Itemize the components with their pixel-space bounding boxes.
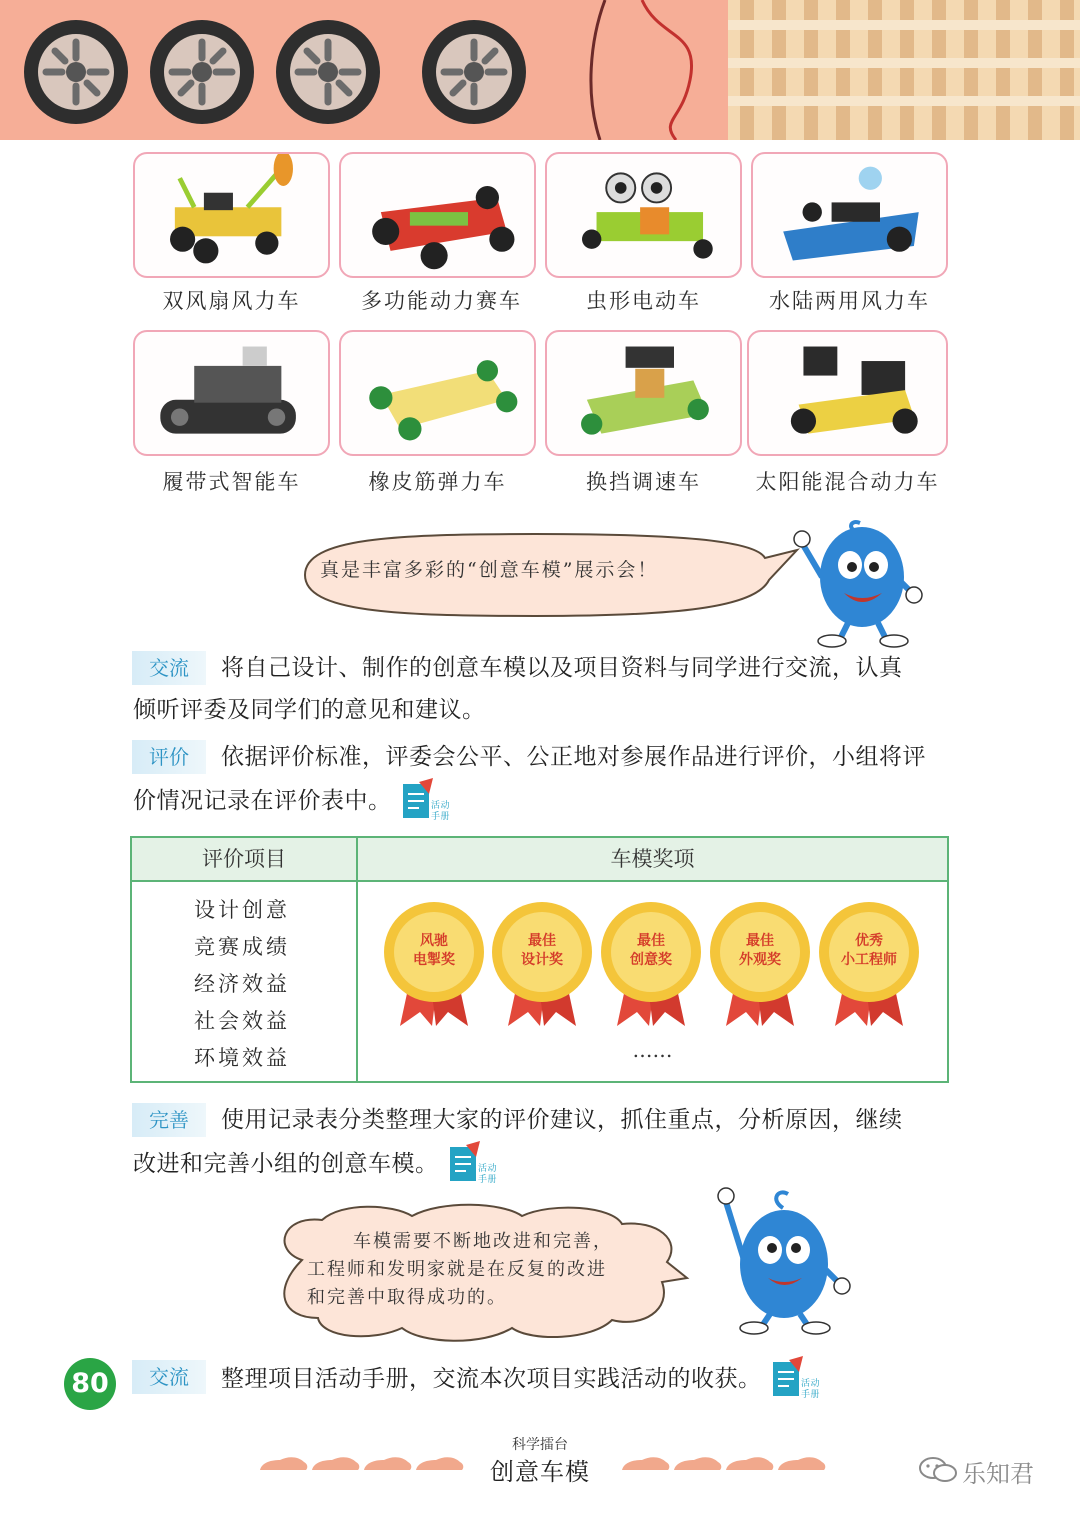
medal-line-1: 优秀 — [855, 933, 883, 949]
car-photo-bug — [545, 152, 742, 278]
car-photo-tracked — [133, 330, 330, 456]
medal-line-2: 创意奖 — [630, 952, 672, 968]
criteria-item: 社会效益 — [194, 1009, 290, 1033]
medal-line-1: 风驰 — [420, 933, 448, 949]
tag-evaluate: 评价 — [132, 740, 206, 774]
criteria-list — [194, 892, 290, 1077]
car-photo-solar — [747, 330, 948, 456]
medal-line-1: 最佳 — [528, 933, 556, 949]
table-header-awards: 车模奖项 — [610, 847, 695, 871]
caption-tracked: 履带式智能车 — [162, 470, 301, 494]
award-medal — [599, 900, 703, 1032]
wheel-icon — [148, 18, 256, 126]
mascot-icon — [790, 515, 930, 650]
evaluate-line-2: 价情况记录在评价表中。 — [133, 788, 392, 814]
mascot-icon — [708, 1180, 858, 1335]
svg-text:活动: 活动 — [478, 1164, 498, 1174]
tracked-car-image — [135, 332, 328, 454]
car-silhouette-row-left — [258, 1452, 468, 1476]
exchange-2-paragraph — [133, 1356, 953, 1400]
bubble-2-line-2: 工程师和发明家就是在反复的改进 — [307, 1259, 607, 1280]
evaluate-paragraph — [133, 736, 953, 822]
medal-line-1: 最佳 — [746, 933, 774, 949]
activity-book-icon[interactable] — [399, 778, 455, 822]
bug-car-image — [547, 154, 740, 276]
tag-improve: 完善 — [132, 1103, 206, 1137]
rubber-band-car-image — [341, 332, 534, 454]
improve-line-1: 使用记录表分类整理大家的评价建议，抓住重点，分析原因，继续 — [221, 1107, 903, 1133]
criteria-item: 竞赛成绩 — [194, 935, 290, 959]
awards-ellipsis: …… — [632, 1038, 673, 1062]
wechat-icon — [918, 1456, 958, 1484]
amphibious-car-image — [753, 154, 946, 276]
medal-line-2: 设计奖 — [521, 952, 563, 968]
tag-exchange: 交流 — [132, 651, 206, 685]
car-photo-gear-shift — [545, 330, 742, 456]
race-car-image — [341, 154, 534, 276]
caption-racer: 多功能动力赛车 — [361, 289, 522, 313]
svg-text:活动: 活动 — [801, 1379, 821, 1389]
exchange-line-2: 倾听评委及同学们的意见和建议。 — [133, 697, 486, 723]
bubble-2-line-1: 车模需要不断地改进和完善， — [353, 1231, 613, 1252]
evaluate-line-1: 依据评价标准，评委会公平、公正地对参展作品进行评价，小组将评 — [221, 744, 926, 770]
footer-series: 科学擂台 — [512, 1437, 568, 1453]
top-banner — [0, 0, 1080, 140]
medal-line-2: 电掣奖 — [413, 952, 455, 968]
car-photo-rubber-band — [339, 330, 536, 456]
table-header-criteria: 评价项目 — [202, 847, 286, 871]
criteria-item: 设计创意 — [194, 898, 290, 922]
activity-book-icon[interactable] — [769, 1356, 825, 1400]
wind-car-image — [135, 154, 328, 276]
medal-line-1: 最佳 — [637, 933, 665, 949]
award-medal — [817, 900, 921, 1032]
award-medal — [382, 900, 486, 1032]
svg-text:手册: 手册 — [431, 812, 451, 822]
car-photo-double-fan — [133, 152, 330, 278]
page-number-badge: 80 — [64, 1358, 116, 1410]
improve-paragraph — [133, 1099, 953, 1185]
caption-rubber-band: 橡皮筋弹力车 — [368, 470, 507, 494]
criteria-item: 环境效益 — [194, 1046, 290, 1070]
caption-amphibious: 水陆两用风力车 — [769, 289, 930, 313]
gear-shift-car-image — [547, 332, 740, 454]
footer-title: 创意车模 — [490, 1458, 590, 1486]
wheel-icon — [420, 18, 528, 126]
criteria-item: 经济效益 — [194, 972, 290, 996]
car-photo-amphibious — [751, 152, 948, 278]
car-photo-racer — [339, 152, 536, 278]
exchange-paragraph — [133, 647, 953, 731]
caption-solar: 太阳能混合动力车 — [755, 470, 940, 494]
bubble-2-text — [307, 1228, 667, 1312]
car-silhouette-row-right — [620, 1452, 830, 1476]
wheel-icon — [274, 18, 382, 126]
circuit-board-illustration — [728, 0, 1080, 140]
award-medal — [490, 900, 594, 1032]
exchange-2-line-1: 整理项目活动手册，交流本次项目实践活动的收获。 — [221, 1366, 762, 1392]
svg-text:手册: 手册 — [478, 1175, 498, 1185]
medal-line-2: 小工程师 — [841, 952, 897, 968]
svg-text:活动: 活动 — [431, 801, 451, 811]
caption-gear-shift: 换挡调速车 — [586, 470, 701, 494]
evaluation-table — [130, 836, 949, 1083]
bubble-2-line-3: 和完善中取得成功的。 — [307, 1287, 507, 1308]
bubble-1-text: 真是丰富多彩的“创意车模”展示会！ — [320, 559, 659, 581]
caption-double-fan: 双风扇风力车 — [162, 289, 301, 313]
tag-exchange-2: 交流 — [132, 1360, 206, 1394]
award-medal — [708, 900, 812, 1032]
watermark-text: 乐知君 — [962, 1460, 1034, 1488]
caption-bug: 虫形电动车 — [586, 289, 701, 313]
wheel-icon — [22, 18, 130, 126]
medal-line-2: 外观奖 — [739, 952, 781, 968]
svg-text:手册: 手册 — [801, 1390, 821, 1400]
solar-car-image — [749, 332, 946, 454]
activity-book-icon[interactable] — [446, 1141, 502, 1185]
improve-line-2: 改进和完善小组的创意车模。 — [133, 1151, 439, 1177]
exchange-line-1: 将自己设计、制作的创意车模以及项目资料与同学进行交流，认真 — [221, 655, 903, 681]
